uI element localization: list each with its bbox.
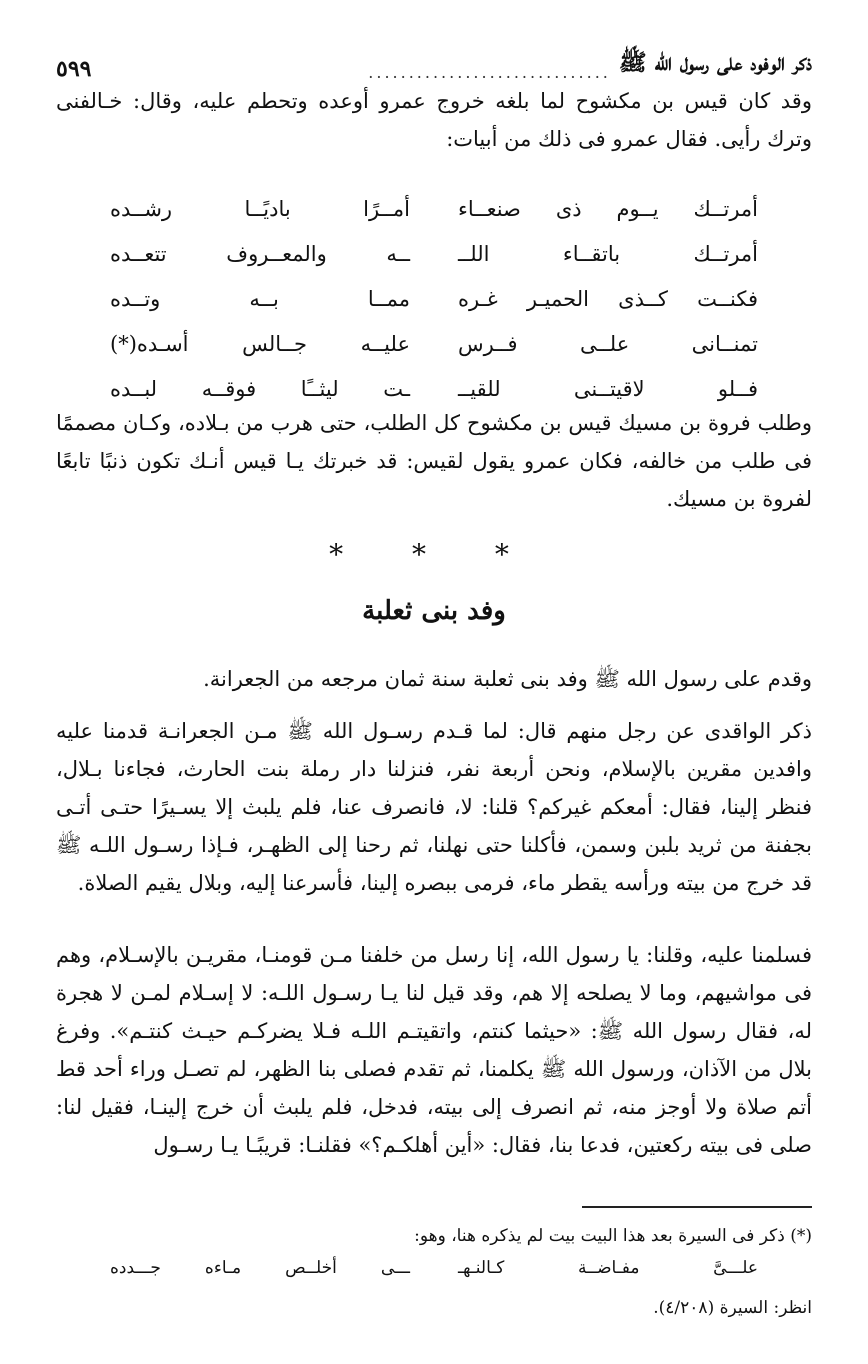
body-paragraph: وقدم على رسول الله ﷺ وفد بنى ثعلبة سنة ثمان مرجعه من الجعرانة. [203,667,812,691]
intro-paragraph: وقد كان قيس بن مكشوح لما بلغه خروج عمرو أوعده وتحطم عليه، وقال: خـالفنى وترك رأيى. فقال عمرو فى ذلك من أبيات: [56,89,812,151]
section-separator: * * * [329,538,539,571]
verse-second-hemistich: عليــه جــالس أسـده(*) [110,331,410,356]
verse-first-hemistich: فــلو لاقيتــنى للقيــ [458,376,758,401]
footnote-divider [582,1206,812,1208]
running-header [56,42,812,82]
poem-verse [110,231,758,276]
verse-second-hemistich: ــه والمعــروف تتعــده [110,241,410,266]
section-heading: وفد بنى ثعلبة [362,596,506,626]
poem [110,186,758,411]
poem-verse [110,186,758,231]
footnote-source: انظر: السيرة (٤/٢٠٨). [653,1298,812,1318]
verse-second-hemistich: ممــا بــه وتــده [110,286,410,311]
verse-first-hemistich: فكنــت كــذى الحميـر غـره [458,286,758,311]
page-number: ٥٩٩ [56,56,92,82]
footnote-verse [110,1258,758,1278]
verse-first-hemistich: أمرتــك باتقــاء اللــ [458,241,758,266]
chapter-title: ذكر الوفود على رسول الله ﷺ [618,49,812,76]
verse-second-hemistich: أمــرًا باديًــا رشــده [110,196,410,221]
verse-first-hemistich: تمنــانى علــى فــرس [458,331,758,356]
verse-second-hemistich: ـت ليثــًا فوقــه لبــده [110,376,410,401]
leader-dots: .............................. [368,63,611,82]
footnote-intro: (*) ذكر فى السيرة بعد هذا البيت بيت لم يذكره هنا، وهو: [414,1226,812,1246]
poem-verse [110,321,758,366]
after-poem-paragraph: وطلب فروة بن مسيك قيس بن مكشوح كل الطلب، حتى هرب من بـلاده، وكـان مصممًا فى طلب من خالفه، فكان عمرو يقول لقيس: قد خبرتك يـا قيس أنـك تكون ذنبًا تابعًا لفروة بن مسيك. [56,411,812,511]
verse-first-hemistich: أمرتــك يــوم ذى صنعــاء [458,196,758,221]
body-paragraph: فسلمنا عليه، وقلنا: يا رسول الله، إنا رسل من خلفنا مـن قومنـا، مقريـن بالإسـلام، وهم فى مواشيهم، وما لا يصلحه إلا هم، وقد قيل لنا يـا رسـول اللـه: لا إسـلام لمـن لا هجرة له، فقال رسول الله ﷺ: «حيثما كنتم، واتقيتـم اللـه فـلا يضركـم حيـث كنتـم». وفرغ بلال من الآذان، ورسول الله ﷺ يكلمنا، ثم تقدم فصلى بنا الظهر، لم تصـل وراء أحد قط أتم صلاة ولا أوجز منه، ثم انصرف إلى بيته، فدخل، فلم يلبث أن خرج إلينـا، فقيل لنا: صلى فى بيته ركعتين، فدعا بنا، فقال: «أين أهلكـم؟» فقلنـا: قريبًـا يـا رسـول [56,943,812,1157]
body-paragraph: ذكر الواقدى عن رجل منهم قال: لما قـدم رسـول الله ﷺ مـن الجعرانـة قدمنا عليه وافدين مقرين بالإسلام، ونحن أربعة نفر، فنزلنا دار رملة بنت الحارث، فجاءنا بـلال، فنظر إلينا، فقال: أمعكم غيركم؟ قلنا: لا، فانصرف عنا، فلم يلبث إلا يسـيرًا حتـى أتـى بجفنة من ثريد بلبن وسمن، فأكلنا حتى نهلنا، ثم رحنا إلى الظهـر، فـإذا رسـول اللـه ﷺ قد خرج من بيته ورأسه يقطر ماء، فرمى ببصره إلينا، فأسرعنا إليه، وبلال يقيم الصلاة. [56,719,812,895]
footnote-verse-second: ـــى أخلــص مـاءه جـــدده [110,1258,410,1278]
footnote-verse-first: علـــىَّ مفـاضــة كـالنـهـ [458,1258,758,1278]
poem-verse [110,276,758,321]
